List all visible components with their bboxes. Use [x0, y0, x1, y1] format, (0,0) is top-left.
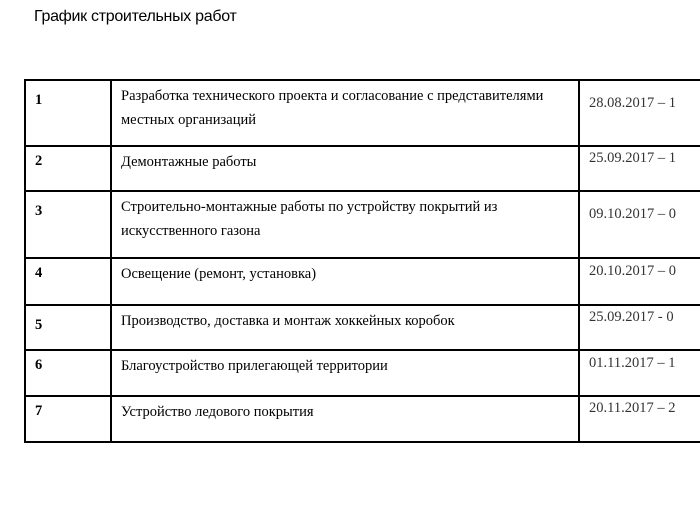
schedule-table	[24, 79, 700, 443]
row-number: 3	[35, 203, 43, 219]
work-description: Благоустройство прилегающей территории	[121, 358, 388, 374]
row-number-cell	[25, 350, 111, 396]
row-number-cell	[25, 258, 111, 305]
row-number-cell	[25, 146, 111, 191]
date-range-cell	[579, 191, 700, 258]
date-range: 28.08.2017 – 1	[589, 95, 676, 111]
table-row	[25, 305, 700, 350]
date-range: 20.10.2017 – 0	[589, 263, 676, 279]
row-number-cell	[25, 191, 111, 258]
table-row	[25, 350, 700, 396]
date-range-cell	[579, 305, 700, 350]
document-title: График строительных работ	[34, 8, 237, 25]
row-number: 1	[35, 92, 43, 108]
work-description-cell	[111, 350, 579, 396]
date-range-cell	[579, 258, 700, 305]
work-description: Разработка технического проекта и согласование с представителями местных организаций	[121, 88, 544, 128]
table-row	[25, 80, 700, 146]
date-range: 25.09.2017 – 1	[589, 150, 676, 166]
work-description-cell	[111, 258, 579, 305]
date-range-cell	[579, 350, 700, 396]
row-number: 6	[35, 357, 43, 373]
date-range: 25.09.2017 - 0	[589, 309, 674, 325]
row-number: 5	[35, 317, 43, 333]
date-range: 20.11.2017 – 2	[589, 400, 676, 416]
table-row	[25, 146, 700, 191]
work-description: Демонтажные работы	[121, 154, 257, 170]
date-range-cell	[579, 396, 700, 442]
row-number-cell	[25, 80, 111, 146]
work-description-cell	[111, 396, 579, 442]
row-number: 7	[35, 403, 43, 419]
work-description-cell	[111, 146, 579, 191]
row-number: 4	[35, 265, 43, 281]
table-row	[25, 191, 700, 258]
date-range: 01.11.2017 – 1	[589, 355, 676, 371]
date-range-cell	[579, 146, 700, 191]
work-description-cell	[111, 191, 579, 258]
date-range-cell	[579, 80, 700, 146]
work-description: Освещение (ремонт, установка)	[121, 266, 317, 282]
work-description: Устройство ледового покрытия	[121, 404, 314, 420]
row-number-cell	[25, 396, 111, 442]
work-description-cell	[111, 80, 579, 146]
work-description: Строительно-монтажные работы по устройству покрытий из искусственного газона	[121, 199, 498, 239]
table-row	[25, 258, 700, 305]
table-row	[25, 396, 700, 442]
row-number: 2	[35, 153, 43, 169]
date-range: 09.10.2017 – 0	[589, 206, 676, 222]
row-number-cell	[25, 305, 111, 350]
work-description-cell	[111, 305, 579, 350]
work-description: Производство, доставка и монтаж хоккейных коробок	[121, 313, 455, 329]
